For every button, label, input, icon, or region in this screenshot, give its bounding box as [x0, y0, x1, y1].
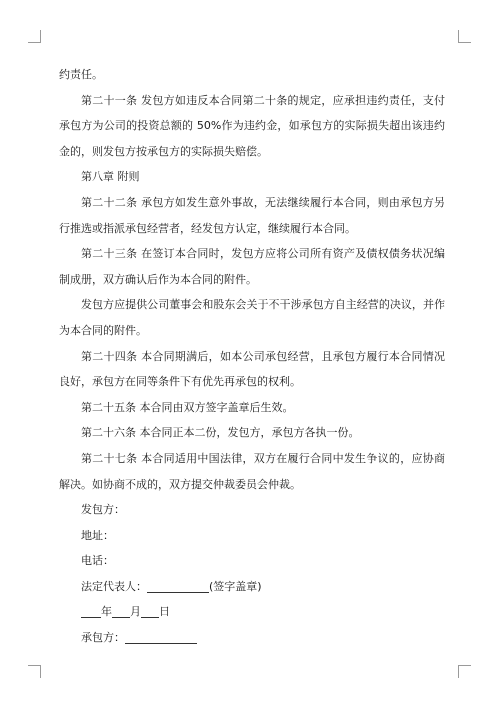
party-b-blank — [125, 630, 197, 644]
day-blank — [141, 604, 159, 618]
address-line — [59, 523, 445, 549]
article-22: 第二十二条 承包方如发生意外事故，无法继续履行本合同，则由承包方另行推选或指派承包经营者，经发包方认定，继续履行本合同。 — [59, 195, 445, 235]
party-a-label: 发包方： — [81, 503, 125, 517]
article-26: 第二十六条 本合同正本二份，发包方，承包方各执一份。 — [81, 426, 360, 440]
article-25: 第二十五条 本合同由双方签字盖章后生效。 — [81, 400, 294, 414]
party-b-line — [59, 625, 445, 651]
legal-rep-blank — [147, 579, 209, 593]
date-line — [59, 599, 445, 625]
seal-note: (签字盖章) — [209, 579, 262, 593]
legal-rep-line — [59, 574, 445, 600]
crop-mark-bottom-right — [458, 665, 471, 678]
board-resolution-paragraph: 发包方应提供公司董事会和股东会关于不干涉承包方自主经营的决议，并作为本合同的附件。 — [59, 298, 445, 337]
article-21: 第二十一条 发包方如违反本合同第二十条的规定，应承担违约责任，支付承包方为公司的投资总额的 50%作为违约金，如承包方的实际损失超出该违约金的，则发包方按承包方的实际损失赔偿。 — [59, 93, 445, 158]
legal-rep-label: 法定代表人： — [81, 579, 147, 593]
day-label: 日 — [159, 605, 170, 619]
address-label: 地址： — [81, 528, 114, 542]
paragraph-continuation: 约责任。 — [59, 68, 103, 81]
phone-line — [59, 548, 445, 574]
party-b-label: 承包方： — [81, 631, 125, 645]
chapter-8-heading: 第八章 附则 — [81, 170, 140, 184]
article-23: 第二十三条 在签订本合同时，发包方应将公司所有资产及债权债务状况编制成册，双方确认后作为本合同的附件。 — [59, 247, 445, 286]
party-a-line — [59, 497, 445, 523]
article-24: 第二十四条 本合同期满后，如本公司承包经营，且承包方履行本合同情况良好，承包方在同等条件下有优先再承包的权利。 — [59, 349, 445, 389]
month-blank — [112, 604, 130, 618]
year-blank — [81, 604, 101, 618]
document-body — [59, 62, 445, 651]
crop-mark-bottom-left — [28, 665, 41, 678]
crop-mark-top-right — [458, 30, 471, 43]
month-label: 月 — [130, 605, 141, 619]
year-label: 年 — [101, 605, 112, 619]
article-27: 第二十七条 本合同适用中国法律，双方在履行合同中发生争议的，应协商解决。如协商不成的，双方提交仲裁委员会仲裁。 — [59, 451, 445, 491]
crop-mark-top-left — [28, 30, 41, 43]
phone-label: 电话： — [81, 554, 114, 568]
